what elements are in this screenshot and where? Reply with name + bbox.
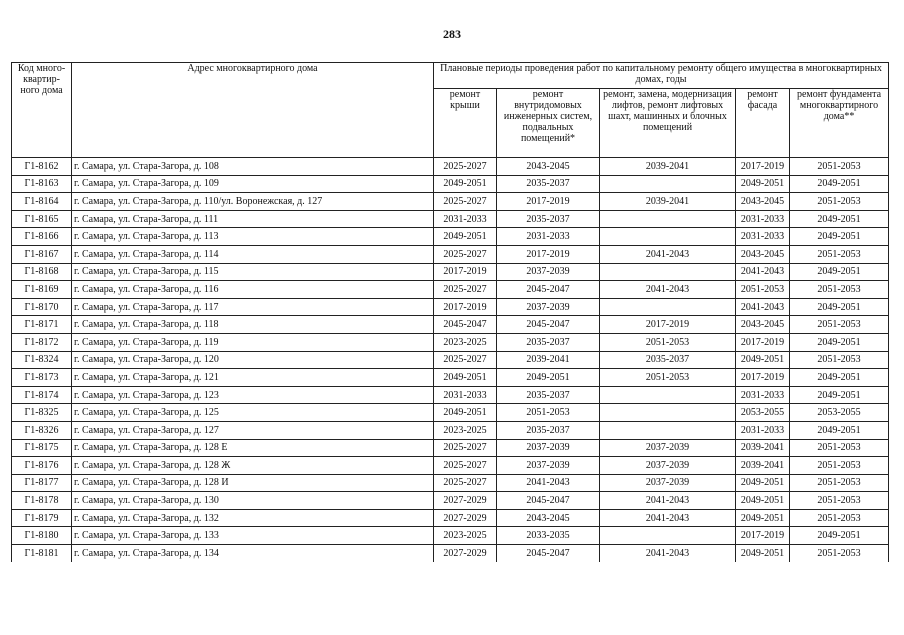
lifts-period-cell (600, 175, 736, 193)
header-address: Адрес многоквартирного дома (72, 63, 434, 158)
roof-period-cell: 2049-2051 (434, 369, 497, 387)
table-row (12, 474, 889, 492)
systems-period-cell: 2037-2039 (497, 263, 600, 281)
house-code-cell: Г1-8162 (12, 158, 72, 176)
foundation-period-cell: 2051-2053 (790, 316, 889, 334)
table-row (12, 404, 889, 422)
roof-period-cell: 2025-2027 (434, 457, 497, 475)
facade-period-cell: 2041-2043 (736, 298, 790, 316)
roof-period-cell: 2027-2029 (434, 492, 497, 510)
lifts-period-cell (600, 421, 736, 439)
foundation-period-cell: 2049-2051 (790, 333, 889, 351)
table-row (12, 439, 889, 457)
facade-period-cell: 2041-2043 (736, 263, 790, 281)
foundation-period-cell: 2051-2053 (790, 158, 889, 176)
table-row (12, 509, 889, 527)
table-row (12, 421, 889, 439)
systems-period-cell: 2033-2035 (497, 527, 600, 545)
table-row (12, 228, 889, 246)
roof-period-cell: 2031-2033 (434, 210, 497, 228)
table-row (12, 175, 889, 193)
house-code-cell: Г1-8164 (12, 193, 72, 211)
header-lifts-repair: ремонт, замена, модернизация лифтов, ремонт лифтовых шахт, машинных и блочных помещений (600, 89, 736, 158)
roof-period-cell: 2025-2027 (434, 245, 497, 263)
foundation-period-cell: 2049-2051 (790, 210, 889, 228)
table-row (12, 210, 889, 228)
lifts-period-cell: 2017-2019 (600, 316, 736, 334)
systems-period-cell: 2051-2053 (497, 404, 600, 422)
house-code-cell: Г1-8169 (12, 281, 72, 299)
facade-period-cell: 2039-2041 (736, 439, 790, 457)
roof-period-cell: 2049-2051 (434, 228, 497, 246)
lifts-period-cell: 2041-2043 (600, 509, 736, 527)
address-cell: г. Самара, ул. Стара-Загора, д. 128 Е (72, 439, 434, 457)
foundation-period-cell: 2049-2051 (790, 228, 889, 246)
systems-period-cell: 2035-2037 (497, 210, 600, 228)
foundation-period-cell: 2049-2051 (790, 298, 889, 316)
foundation-period-cell: 2049-2051 (790, 263, 889, 281)
address-cell: г. Самара, ул. Стара-Загора, д. 133 (72, 527, 434, 545)
lifts-period-cell: 2051-2053 (600, 369, 736, 387)
address-cell: г. Самара, ул. Стара-Загора, д. 110/ул. Воронежская, д. 127 (72, 193, 434, 211)
roof-period-cell: 2025-2027 (434, 351, 497, 369)
roof-period-cell: 2045-2047 (434, 316, 497, 334)
systems-period-cell: 2031-2033 (497, 228, 600, 246)
foundation-period-cell: 2051-2053 (790, 509, 889, 527)
lifts-period-cell: 2035-2037 (600, 351, 736, 369)
lifts-period-cell (600, 228, 736, 246)
table-row (12, 298, 889, 316)
foundation-period-cell: 2051-2053 (790, 351, 889, 369)
house-code-cell: Г1-8171 (12, 316, 72, 334)
facade-period-cell: 2031-2033 (736, 228, 790, 246)
lifts-period-cell (600, 263, 736, 281)
lifts-period-cell (600, 386, 736, 404)
roof-period-cell: 2027-2029 (434, 509, 497, 527)
facade-period-cell: 2049-2051 (736, 474, 790, 492)
address-cell: г. Самара, ул. Стара-Загора, д. 118 (72, 316, 434, 334)
facade-period-cell: 2049-2051 (736, 175, 790, 193)
roof-period-cell: 2049-2051 (434, 175, 497, 193)
foundation-period-cell: 2051-2053 (790, 439, 889, 457)
lifts-period-cell (600, 210, 736, 228)
address-cell: г. Самара, ул. Стара-Загора, д. 117 (72, 298, 434, 316)
systems-period-cell: 2017-2019 (497, 193, 600, 211)
lifts-period-cell: 2051-2053 (600, 333, 736, 351)
address-cell: г. Самара, ул. Стара-Загора, д. 127 (72, 421, 434, 439)
address-cell: г. Самара, ул. Стара-Загора, д. 120 (72, 351, 434, 369)
facade-period-cell: 2049-2051 (736, 492, 790, 510)
systems-period-cell: 2043-2045 (497, 158, 600, 176)
house-code-cell: Г1-8170 (12, 298, 72, 316)
foundation-period-cell: 2049-2051 (790, 386, 889, 404)
table-row (12, 193, 889, 211)
address-cell: г. Самара, ул. Стара-Загора, д. 128 Ж (72, 457, 434, 475)
table-row (12, 351, 889, 369)
systems-period-cell: 2037-2039 (497, 457, 600, 475)
house-code-cell: Г1-8174 (12, 386, 72, 404)
lifts-period-cell: 2041-2043 (600, 245, 736, 263)
table-row (12, 333, 889, 351)
facade-period-cell: 2043-2045 (736, 245, 790, 263)
table-row (12, 245, 889, 263)
capital-repair-schedule-table (11, 62, 889, 562)
lifts-period-cell (600, 298, 736, 316)
address-cell: г. Самара, ул. Стара-Загора, д. 125 (72, 404, 434, 422)
facade-period-cell: 2031-2033 (736, 210, 790, 228)
header-house-code: Код много-квартир-ного дома (12, 63, 72, 158)
facade-period-cell: 2049-2051 (736, 509, 790, 527)
house-code-cell: Г1-8175 (12, 439, 72, 457)
lifts-period-cell: 2037-2039 (600, 439, 736, 457)
house-code-cell: Г1-8163 (12, 175, 72, 193)
systems-period-cell: 2045-2047 (497, 281, 600, 299)
house-code-cell: Г1-8181 (12, 545, 72, 562)
address-cell: г. Самара, ул. Стара-Загора, д. 123 (72, 386, 434, 404)
roof-period-cell: 2023-2025 (434, 527, 497, 545)
address-cell: г. Самара, ул. Стара-Загора, д. 108 (72, 158, 434, 176)
foundation-period-cell: 2049-2051 (790, 175, 889, 193)
table-row (12, 386, 889, 404)
facade-period-cell: 2049-2051 (736, 545, 790, 562)
house-code-cell: Г1-8324 (12, 351, 72, 369)
facade-period-cell: 2051-2053 (736, 281, 790, 299)
systems-period-cell: 2035-2037 (497, 386, 600, 404)
table-row (12, 492, 889, 510)
systems-period-cell: 2045-2047 (497, 316, 600, 334)
systems-period-cell: 2037-2039 (497, 298, 600, 316)
systems-period-cell: 2045-2047 (497, 545, 600, 562)
lifts-period-cell (600, 404, 736, 422)
house-code-cell: Г1-8178 (12, 492, 72, 510)
systems-period-cell: 2035-2037 (497, 421, 600, 439)
lifts-period-cell: 2037-2039 (600, 474, 736, 492)
systems-period-cell: 2043-2045 (497, 509, 600, 527)
systems-period-cell: 2045-2047 (497, 492, 600, 510)
systems-period-cell: 2049-2051 (497, 369, 600, 387)
table-header (12, 63, 889, 158)
header-roof-repair: ремонт крыши (434, 89, 497, 158)
table-row (12, 281, 889, 299)
house-code-cell: Г1-8177 (12, 474, 72, 492)
table-row (12, 527, 889, 545)
house-code-cell: Г1-8166 (12, 228, 72, 246)
table-row (12, 263, 889, 281)
address-cell: г. Самара, ул. Стара-Загора, д. 111 (72, 210, 434, 228)
systems-period-cell: 2041-2043 (497, 474, 600, 492)
systems-period-cell: 2037-2039 (497, 439, 600, 457)
lifts-period-cell: 2039-2041 (600, 193, 736, 211)
facade-period-cell: 2049-2051 (736, 351, 790, 369)
address-cell: г. Самара, ул. Стара-Загора, д. 115 (72, 263, 434, 281)
house-code-cell: Г1-8168 (12, 263, 72, 281)
address-cell: г. Самара, ул. Стара-Загора, д. 121 (72, 369, 434, 387)
header-systems-repair: ремонт внутридомовых инженерных систем, подвальных помещений* (497, 89, 600, 158)
house-code-cell: Г1-8325 (12, 404, 72, 422)
roof-period-cell: 2017-2019 (434, 298, 497, 316)
foundation-period-cell: 2051-2053 (790, 492, 889, 510)
header-facade-repair: ремонт фасада (736, 89, 790, 158)
table-row (12, 545, 889, 562)
foundation-period-cell: 2051-2053 (790, 474, 889, 492)
address-cell: г. Самара, ул. Стара-Загора, д. 134 (72, 545, 434, 562)
table-row (12, 369, 889, 387)
page-number: 283 (443, 27, 461, 41)
address-cell: г. Самара, ул. Стара-Загора, д. 116 (72, 281, 434, 299)
roof-period-cell: 2023-2025 (434, 421, 497, 439)
house-code-cell: Г1-8179 (12, 509, 72, 527)
house-code-cell: Г1-8180 (12, 527, 72, 545)
facade-period-cell: 2017-2019 (736, 158, 790, 176)
systems-period-cell: 2017-2019 (497, 245, 600, 263)
roof-period-cell: 2049-2051 (434, 404, 497, 422)
roof-period-cell: 2025-2027 (434, 281, 497, 299)
facade-period-cell: 2017-2019 (736, 369, 790, 387)
lifts-period-cell: 2041-2043 (600, 281, 736, 299)
lifts-period-cell: 2039-2041 (600, 158, 736, 176)
house-code-cell: Г1-8176 (12, 457, 72, 475)
foundation-period-cell: 2051-2053 (790, 245, 889, 263)
address-cell: г. Самара, ул. Стара-Загора, д. 113 (72, 228, 434, 246)
address-cell: г. Самара, ул. Стара-Загора, д. 109 (72, 175, 434, 193)
lifts-period-cell (600, 527, 736, 545)
foundation-period-cell: 2051-2053 (790, 281, 889, 299)
roof-period-cell: 2025-2027 (434, 439, 497, 457)
lifts-period-cell: 2041-2043 (600, 492, 736, 510)
header-planned-periods: Плановые периоды проведения работ по капитальному ремонту общего имущества в многоквартирных домах, годы (434, 63, 889, 89)
address-cell: г. Самара, ул. Стара-Загора, д. 130 (72, 492, 434, 510)
house-code-cell: Г1-8167 (12, 245, 72, 263)
facade-period-cell: 2017-2019 (736, 527, 790, 545)
table-row (12, 457, 889, 475)
house-code-cell: Г1-8165 (12, 210, 72, 228)
facade-period-cell: 2031-2033 (736, 386, 790, 404)
address-cell: г. Самара, ул. Стара-Загора, д. 119 (72, 333, 434, 351)
facade-period-cell: 2043-2045 (736, 316, 790, 334)
systems-period-cell: 2035-2037 (497, 175, 600, 193)
foundation-period-cell: 2053-2055 (790, 404, 889, 422)
facade-period-cell: 2031-2033 (736, 421, 790, 439)
table-row (12, 316, 889, 334)
address-cell: г. Самара, ул. Стара-Загора, д. 132 (72, 509, 434, 527)
roof-period-cell: 2017-2019 (434, 263, 497, 281)
facade-period-cell: 2039-2041 (736, 457, 790, 475)
foundation-period-cell: 2051-2053 (790, 457, 889, 475)
foundation-period-cell: 2051-2053 (790, 545, 889, 562)
lifts-period-cell: 2037-2039 (600, 457, 736, 475)
foundation-period-cell: 2051-2053 (790, 193, 889, 211)
roof-period-cell: 2025-2027 (434, 474, 497, 492)
header-foundation-repair: ремонт фундамента многоквартирного дома** (790, 89, 889, 158)
house-code-cell: Г1-8172 (12, 333, 72, 351)
foundation-period-cell: 2049-2051 (790, 369, 889, 387)
roof-period-cell: 2031-2033 (434, 386, 497, 404)
house-code-cell: Г1-8173 (12, 369, 72, 387)
roof-period-cell: 2023-2025 (434, 333, 497, 351)
facade-period-cell: 2017-2019 (736, 333, 790, 351)
roof-period-cell: 2025-2027 (434, 193, 497, 211)
address-cell: г. Самара, ул. Стара-Загора, д. 114 (72, 245, 434, 263)
roof-period-cell: 2025-2027 (434, 158, 497, 176)
systems-period-cell: 2035-2037 (497, 333, 600, 351)
foundation-period-cell: 2049-2051 (790, 421, 889, 439)
address-cell: г. Самара, ул. Стара-Загора, д. 128 И (72, 474, 434, 492)
lifts-period-cell: 2041-2043 (600, 545, 736, 562)
facade-period-cell: 2043-2045 (736, 193, 790, 211)
roof-period-cell: 2027-2029 (434, 545, 497, 562)
foundation-period-cell: 2049-2051 (790, 527, 889, 545)
systems-period-cell: 2039-2041 (497, 351, 600, 369)
facade-period-cell: 2053-2055 (736, 404, 790, 422)
house-code-cell: Г1-8326 (12, 421, 72, 439)
table-body (12, 158, 889, 562)
table-row (12, 158, 889, 176)
